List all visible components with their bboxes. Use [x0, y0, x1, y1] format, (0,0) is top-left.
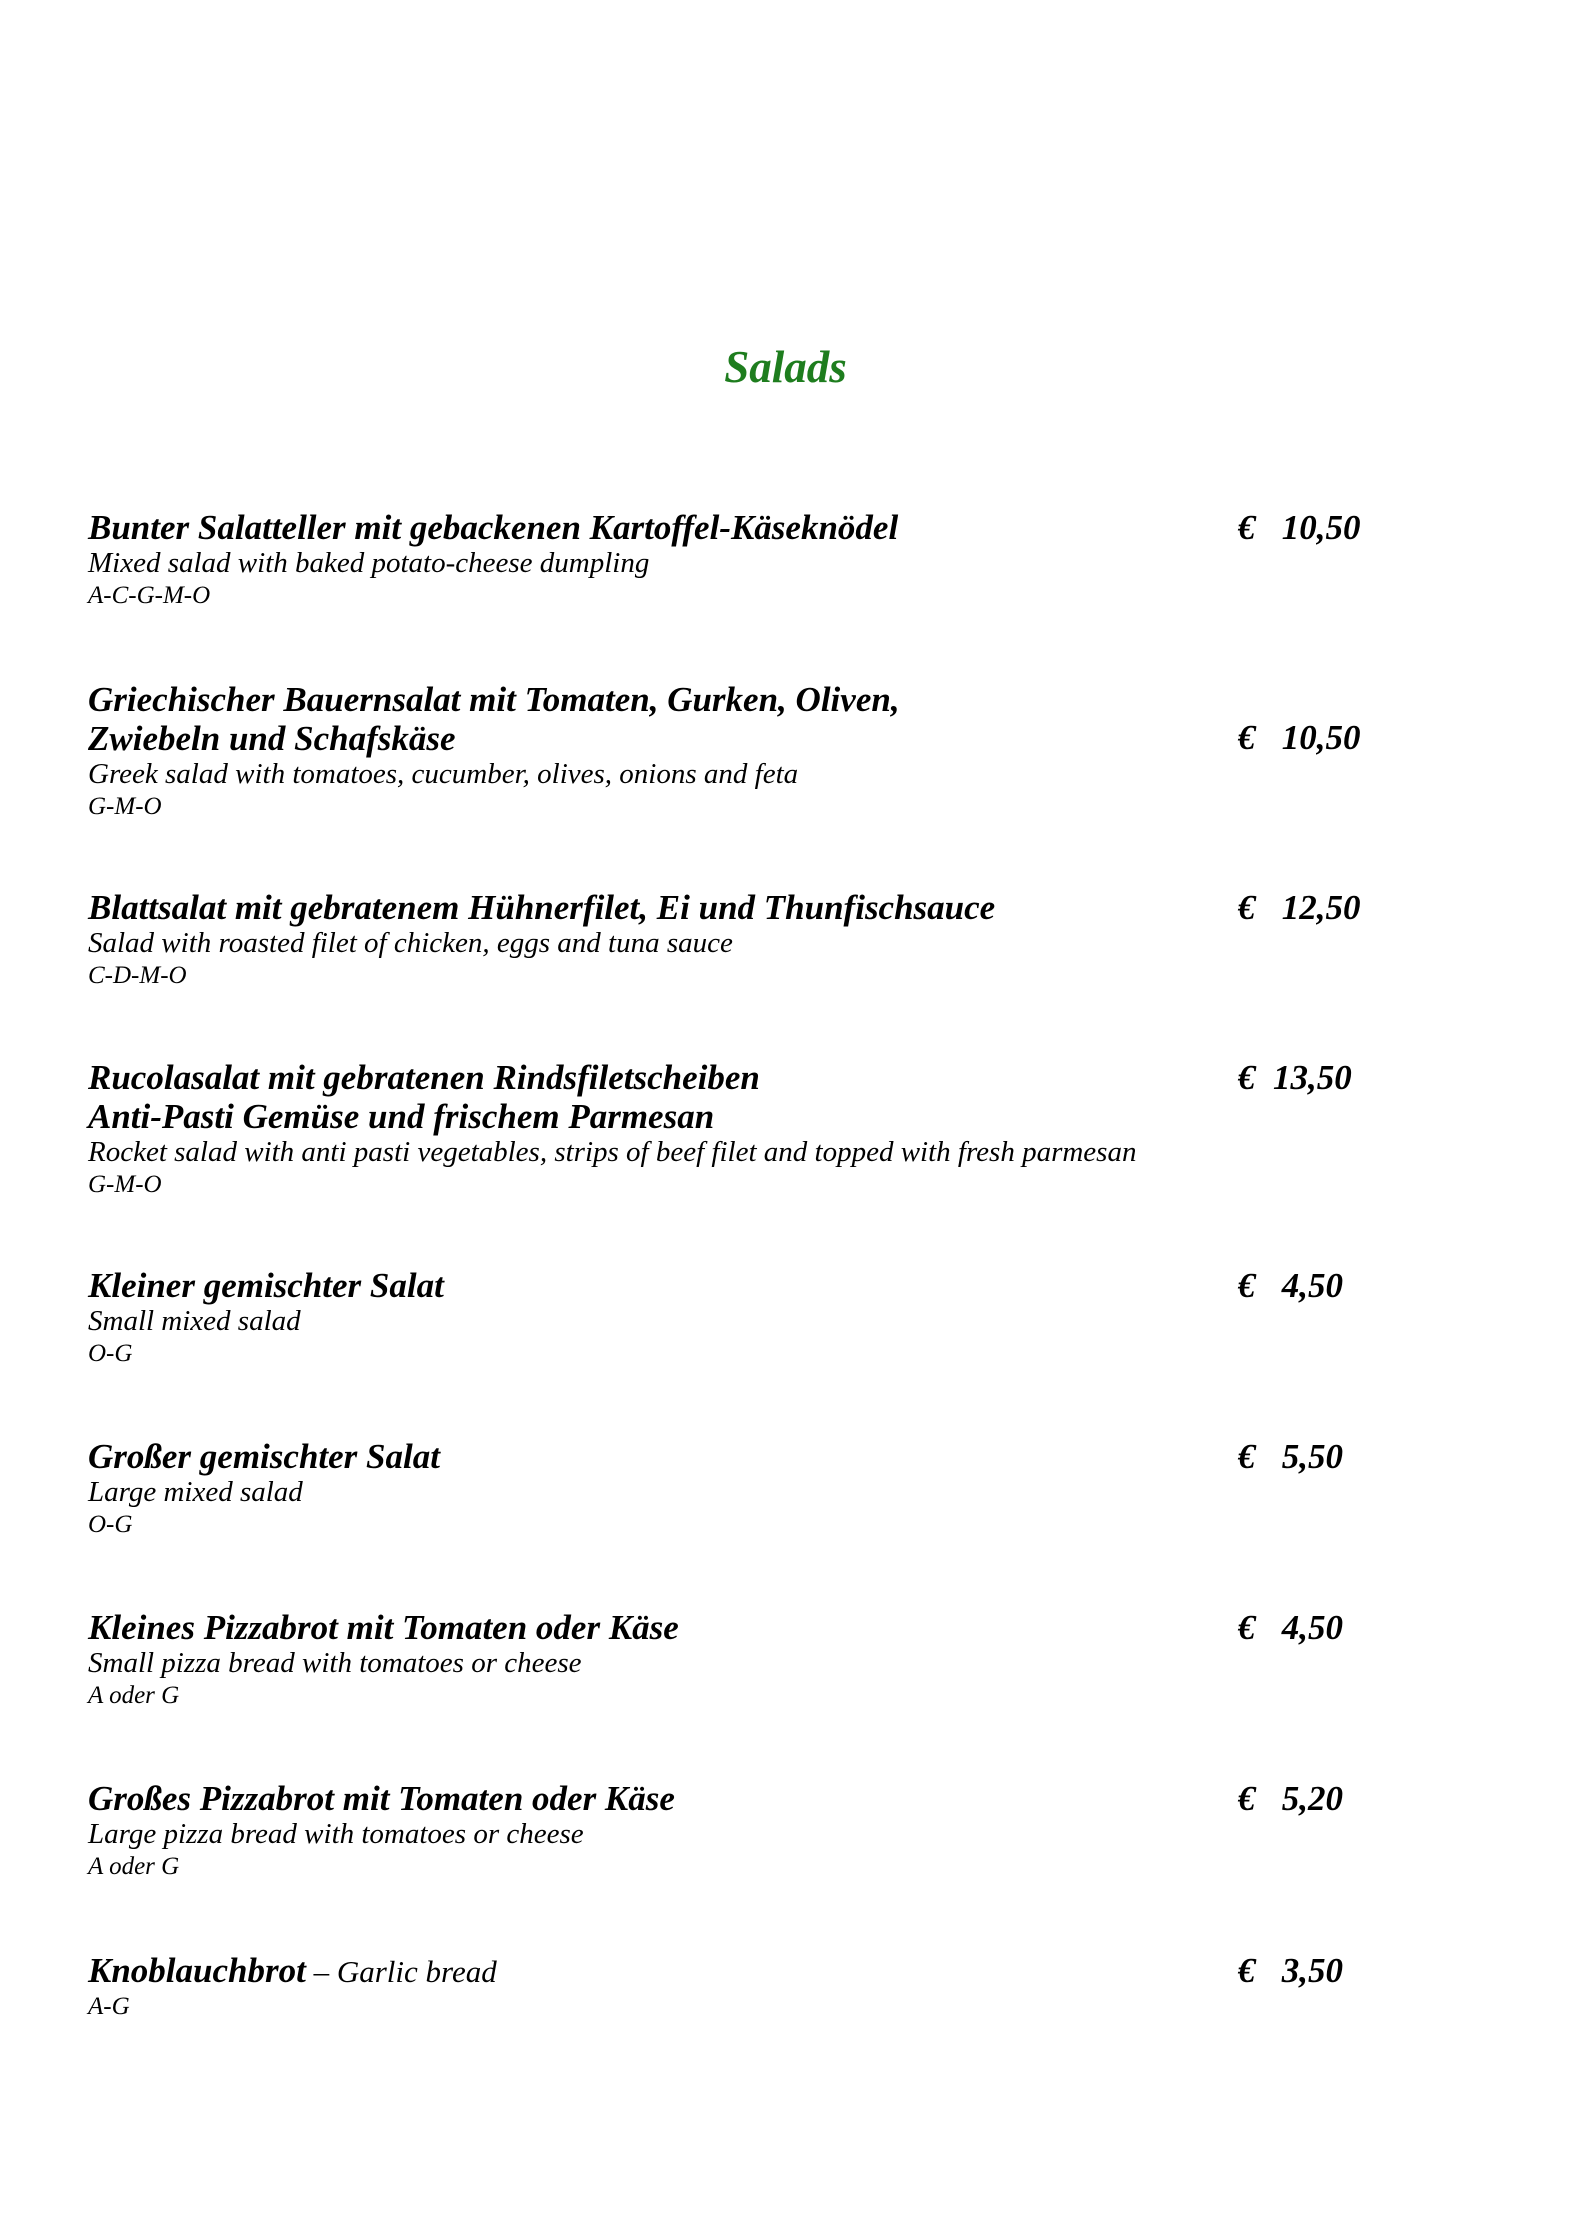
item-name: Großer gemischter Salat	[88, 1437, 440, 1476]
item-name-line-2: Zwiebeln und Schafskäse	[88, 719, 456, 758]
menu-item-rucolasalat	[88, 1058, 1388, 1200]
item-allergens: G-M-O	[88, 793, 162, 820]
price-value: 4,50	[1281, 1266, 1343, 1305]
item-price	[1238, 1779, 1343, 1818]
item-name: Griechischer Bauernsalat mit Tomaten, Gurken, Oliven,	[88, 680, 900, 719]
item-name: Bunter Salatteller mit gebackenen Kartoffel-Käseknödel	[88, 508, 899, 547]
price-value: 13,50	[1273, 1058, 1352, 1097]
item-price	[1238, 508, 1361, 547]
item-description: Small pizza bread with tomatoes or cheese	[88, 1647, 582, 1679]
menu-item-griechischer-bauernsalat	[88, 680, 1388, 822]
item-name: Kleiner gemischter Salat	[88, 1266, 444, 1305]
menu-item-knoblauchbrot	[88, 1951, 1388, 2022]
item-allergens: A oder G	[88, 1682, 180, 1709]
currency-symbol: €	[1238, 718, 1256, 757]
currency-symbol: €	[1238, 1608, 1256, 1647]
price-value: 5,50	[1281, 1437, 1343, 1476]
item-description: Greek salad with tomatoes, cucumber, olives, onions and feta	[88, 758, 799, 790]
item-allergens: O-G	[88, 1340, 133, 1367]
price-value: 4,50	[1281, 1608, 1343, 1647]
item-name-line-2: Anti-Pasti Gemüse und frischem Parmesan	[88, 1097, 715, 1136]
menu-item-kleiner-gemischter-salat	[88, 1266, 1388, 1369]
item-allergens: O-G	[88, 1511, 133, 1538]
currency-symbol: €	[1238, 1058, 1256, 1097]
item-price	[1238, 1951, 1343, 1990]
menu-item-blattsalat	[88, 888, 1388, 991]
item-price	[1238, 1266, 1343, 1305]
item-price	[1238, 888, 1361, 927]
menu-item-kleines-pizzabrot	[88, 1608, 1388, 1711]
item-price	[1238, 1058, 1352, 1097]
item-price	[1238, 1608, 1343, 1647]
item-name: Großes Pizzabrot mit Tomaten oder Käse	[88, 1779, 675, 1818]
item-price	[1238, 718, 1361, 757]
item-name: Blattsalat mit gebratenem Hühnerfilet, Ei und Thunfischsauce	[88, 888, 996, 927]
page-title: Salads	[724, 342, 847, 392]
menu-item-bunter-salatteller	[88, 508, 1388, 611]
currency-symbol: €	[1238, 1951, 1256, 1990]
item-allergens: A-C-G-M-O	[88, 582, 211, 609]
item-price	[1238, 1437, 1343, 1476]
currency-symbol: €	[1238, 508, 1256, 547]
price-value: 5,20	[1281, 1779, 1343, 1818]
menu-item-grosser-gemischter-salat	[88, 1437, 1388, 1540]
price-value: 10,50	[1281, 718, 1361, 757]
item-description: Large mixed salad	[88, 1476, 303, 1508]
item-name: Kleines Pizzabrot mit Tomaten oder Käse	[88, 1608, 679, 1647]
currency-symbol: €	[1238, 1437, 1256, 1476]
item-name-main: Knoblauchbrot	[88, 1951, 306, 1990]
menu-item-grosses-pizzabrot	[88, 1779, 1388, 1882]
currency-symbol: €	[1238, 888, 1256, 927]
price-value: 3,50	[1281, 1951, 1343, 1990]
item-allergens: A-G	[88, 1993, 130, 2020]
item-description: Rocket salad with anti pasti vegetables, strips of beef filet and topped with fresh parmesan	[88, 1136, 1137, 1168]
currency-symbol: €	[1238, 1266, 1256, 1305]
item-name-translation: – Garlic bread	[305, 1954, 497, 1989]
item-description: Small mixed salad	[88, 1305, 301, 1337]
item-description: Mixed salad with baked potato-cheese dumpling	[88, 547, 650, 579]
currency-symbol: €	[1238, 1779, 1256, 1818]
item-name	[88, 1951, 1388, 1991]
item-description: Large pizza bread with tomatoes or cheese	[88, 1818, 584, 1850]
item-allergens: C-D-M-O	[88, 962, 187, 989]
price-value: 10,50	[1281, 508, 1361, 547]
item-allergens: A oder G	[88, 1853, 180, 1880]
item-allergens: G-M-O	[88, 1171, 162, 1198]
item-name: Rucolasalat mit gebratenen Rindsfiletscheiben	[88, 1058, 760, 1097]
item-description: Salad with roasted filet of chicken, eggs and tuna sauce	[88, 927, 733, 959]
price-value: 12,50	[1281, 888, 1361, 927]
